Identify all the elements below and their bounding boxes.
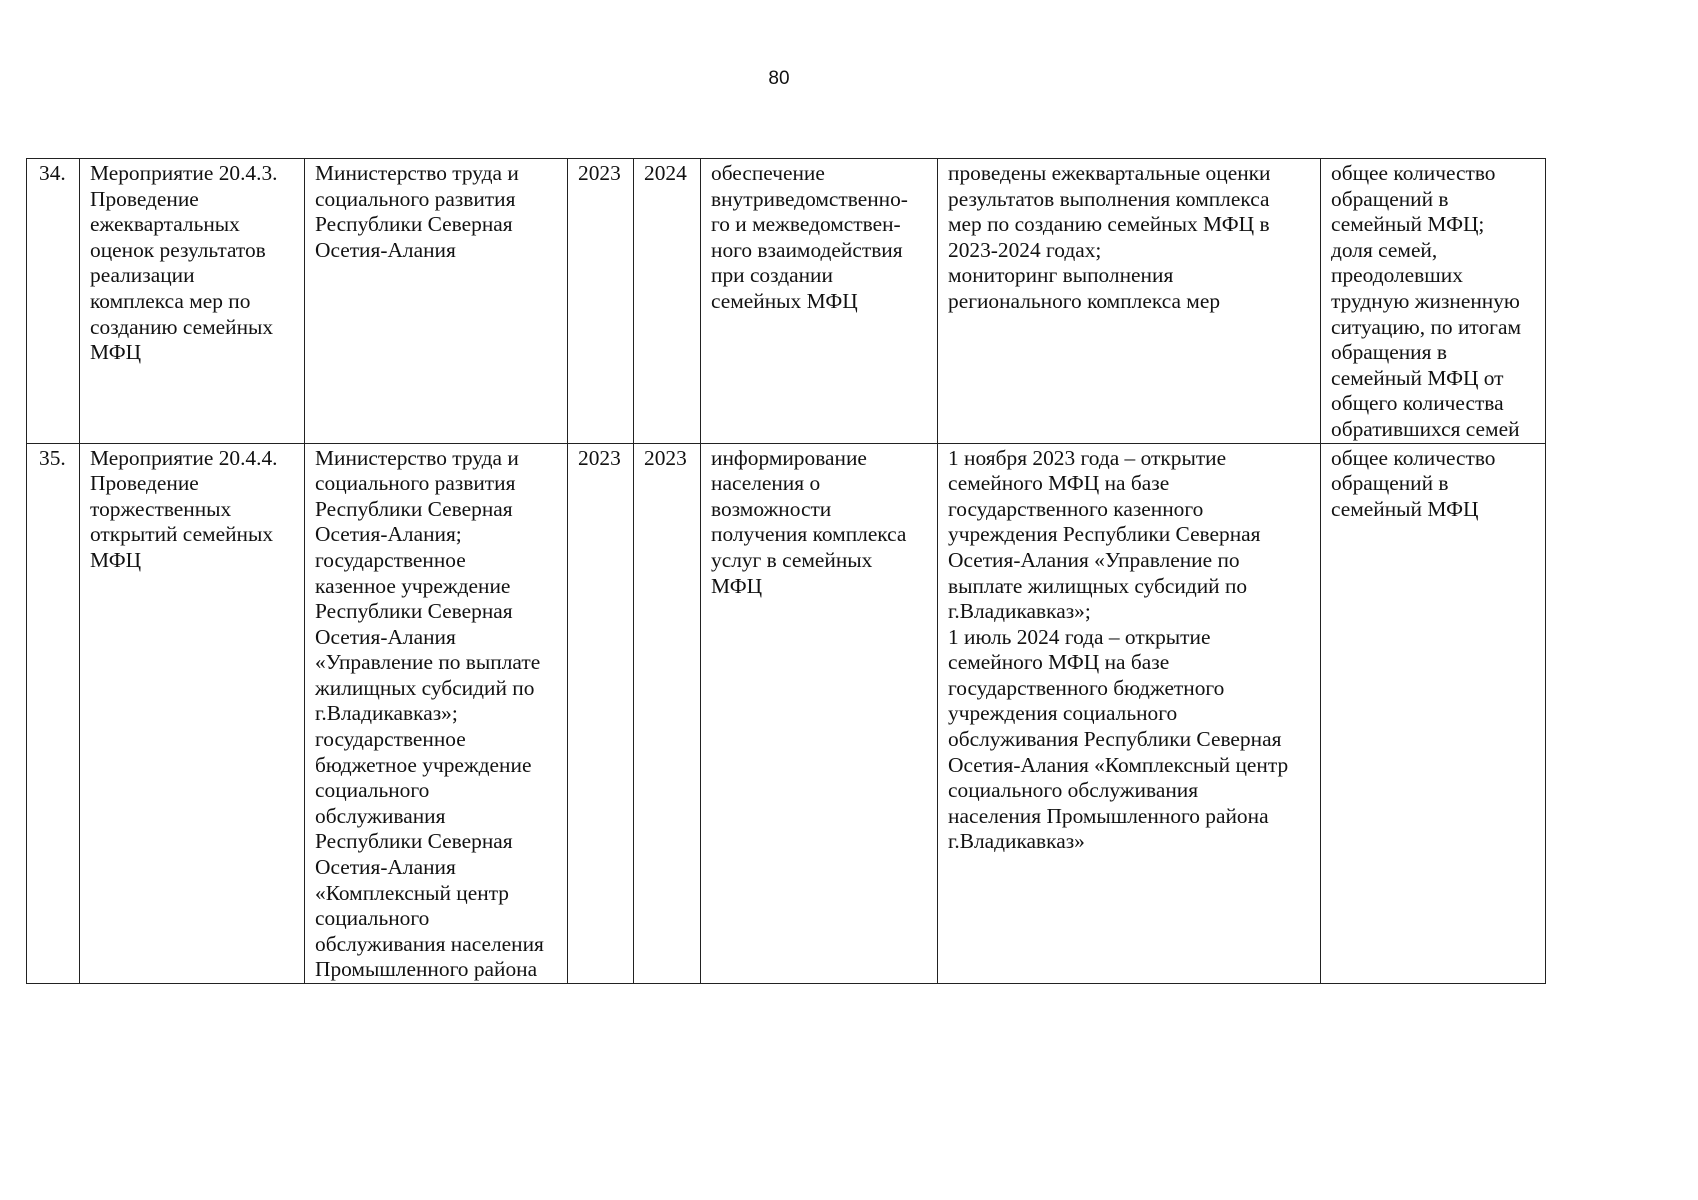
executor-cell [305,443,568,983]
cell-text-line: Республики Северная [315,599,513,624]
cell-text-line: торжественных [90,496,232,521]
cell-text-line: МФЦ [90,340,142,365]
cell-text-line: Осетия-Алания [315,237,456,262]
cell-text-line: «Комплексный центр [315,880,509,905]
cell-text-line: мер по созданию семейных МФЦ в [948,212,1270,237]
cell-text-line: г.Владикавказ» [948,829,1085,854]
cell-text-line: Осетия-Алания; [315,522,462,547]
row-number-cell [27,443,80,983]
cell-text-line: семейных МФЦ [711,288,858,313]
cell-text: 2023 [578,445,621,470]
start-year-cell [568,159,634,444]
cell-text-line: Осетия-Алания «Комплексный центр [948,752,1289,777]
cell-text-line: казенное учреждение [315,573,511,598]
cell-text-line: открытий семейных [90,522,274,547]
cell-text: 2023 [578,161,621,185]
cell-text-line: Республики Северная [315,829,513,854]
cell-text-line: социального развития [315,186,516,211]
cell-text-line: обращений в [1331,186,1449,211]
indicator-cell [1321,443,1546,983]
cell-text-line: Республики Северная [315,212,513,237]
cell-text-line: социального обслуживания [948,778,1199,803]
cell-text-line: Промышленного района [315,957,538,982]
cell-text-line: 2023-2024 годах; [948,237,1102,262]
cell-text-line: регионального комплекса мер [948,288,1221,313]
cell-text-line: результатов выполнения комплекса [948,186,1270,211]
cell-text-line: государственное [315,547,466,572]
cell-text-line: созданию семейных [90,314,274,339]
cell-text-line: «Управление по выплате [315,650,541,675]
cell-text-line: 1 июль 2024 года – открытие [948,624,1211,649]
cell-text-line: МФЦ [711,573,763,598]
cell-text-line: выплате жилищных субсидий по [948,573,1248,598]
cell-text-line: общее количество [1331,445,1496,470]
cell-text-line: учреждения Республики Северная [948,522,1261,547]
cell-text: 34. [39,161,66,185]
cell-text-line: обращений в [1331,471,1449,496]
table-row [27,443,1546,983]
cell-text-line: Осетия-Алания «Управление по [948,547,1240,572]
cell-text-line: г.Владикавказ»; [948,599,1091,624]
cell-text-line: г.Владикавказ»; [315,701,458,726]
description-cell [701,443,938,983]
cell-text-line: семейный МФЦ; [1331,212,1485,237]
cell-text: 2023 [644,445,687,470]
measures-table [26,158,1546,984]
cell-text-line: го и межведомствен- [711,212,901,237]
table-body [27,159,1546,984]
event-name-cell [80,159,305,444]
cell-text: 2024 [644,161,687,185]
cell-text-line: комплекса мер по [90,288,251,313]
cell-text-line: государственное [315,727,466,752]
cell-text-line: преодолевших [1331,263,1463,288]
expected-result-cell [938,159,1321,444]
cell-text-line: обеспечение [711,161,825,185]
cell-text-line: внутриведомственно- [711,186,908,211]
cell-text-line: оценок результатов [90,237,266,262]
cell-text-line: реализации [90,263,195,288]
cell-text-line: обслуживания населения [315,931,544,956]
cell-text-line: семейный МФЦ [1331,496,1479,521]
cell-text-line: Республики Северная [315,496,513,521]
cell-text-line: возможности [711,496,832,521]
cell-text-line: семейного МФЦ на базе [948,471,1170,496]
cell-text-line: доля семей, [1331,237,1438,262]
cell-text-line: Министерство труда и [315,161,519,185]
cell-text-line: семейного МФЦ на базе [948,650,1170,675]
cell-text-line: Осетия-Алания [315,855,456,880]
end-year-cell [634,443,701,983]
cell-text-line: услуг в семейных [711,547,873,572]
cell-text-line: общего количества [1331,391,1504,416]
page-number: 80 [768,68,790,89]
cell-text-line: населения Промышленного района [948,803,1269,828]
expected-result-cell [938,443,1321,983]
cell-text-line: жилищных субсидий по [315,675,535,700]
cell-text-line: общее количество [1331,161,1496,185]
cell-text-line: ного взаимодействия [711,237,903,262]
event-name-cell [80,443,305,983]
cell-text-line: 1 ноября 2023 года – открытие [948,445,1227,470]
cell-text-line: социального [315,906,430,931]
executor-cell [305,159,568,444]
cell-text-line: семейный МФЦ от [1331,365,1504,390]
cell-text-line: населения о [711,471,821,496]
cell-text-line: мониторинг выполнения [948,263,1174,288]
cell-text-line: Осетия-Алания [315,624,456,649]
cell-text-line: Проведение [90,186,199,211]
cell-text-line: МФЦ [90,547,142,572]
cell-text-line: Проведение [90,471,199,496]
end-year-cell [634,159,701,444]
cell-text-line: бюджетное учреждение [315,752,532,777]
cell-text-line: проведены ежеквартальные оценки [948,161,1271,185]
cell-text-line: при создании [711,263,833,288]
start-year-cell [568,443,634,983]
cell-text-line: социального [315,778,430,803]
cell-text-line: государственного казенного [948,496,1204,521]
cell-text-line: получения комплекса [711,522,907,547]
row-number-cell [27,159,80,444]
cell-text-line: Мероприятие 20.4.3. [90,161,278,185]
cell-text-line: трудную жизненную [1331,288,1520,313]
cell-text-line: Министерство труда и [315,445,519,470]
cell-text-line: информирование [711,445,867,470]
cell-text-line: ежеквартальных [90,212,240,237]
cell-text-line: учреждения социального [948,701,1178,726]
cell-text-line: ситуацию, по итогам [1331,314,1521,339]
cell-text-line: обратившихся семей [1331,416,1520,441]
cell-text-line: обслуживания [315,803,446,828]
description-cell [701,159,938,444]
table-row [27,159,1546,444]
indicator-cell [1321,159,1546,444]
cell-text: 35. [39,445,66,470]
cell-text-line: обслуживания Республики Северная [948,727,1282,752]
cell-text-line: социального развития [315,471,516,496]
cell-text-line: государственного бюджетного [948,675,1225,700]
cell-text-line: Мероприятие 20.4.4. [90,445,278,470]
cell-text-line: обращения в [1331,340,1447,365]
